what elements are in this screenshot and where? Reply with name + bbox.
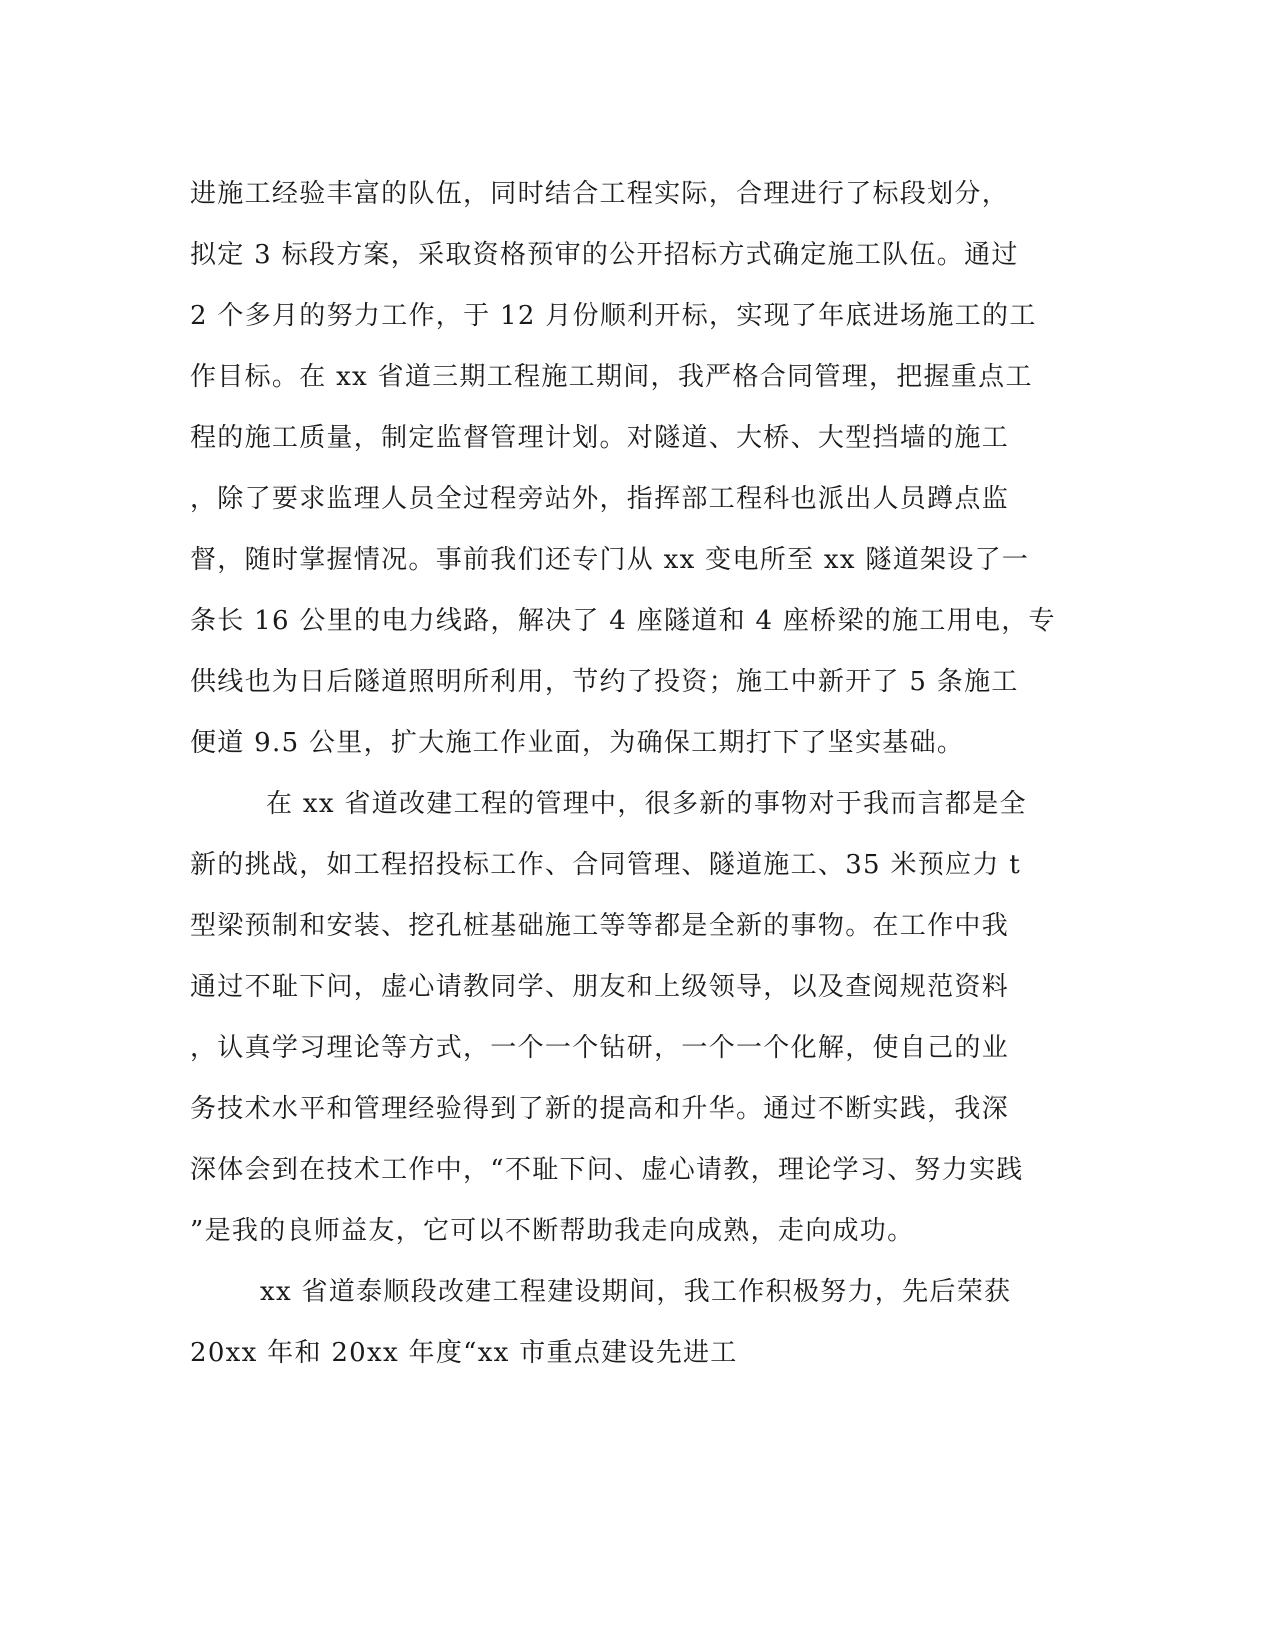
text-line: 型梁预制和安装、挖孔桩基础施工等等都是全新的事物。在工作中我 <box>190 911 1010 941</box>
text-line: ”是我的良师益友，它可以不断帮助我走向成熟，走向成功。 <box>190 1216 915 1246</box>
text-line: 条长 16 公里的电力线路，解决了 4 座隧道和 4 座桥梁的施工用电，专 <box>190 606 1056 636</box>
text-line: 通过不耻下问，虚心请教同学、朋友和上级领导，以及查阅规范资料 <box>190 972 1010 1002</box>
document-body <box>190 164 1090 1384</box>
text-line: ，除了要求监理人员全过程旁站外，指挥部工程科也派出人员蹲点监 <box>190 484 1010 514</box>
text-line: 进施工经验丰富的队伍，同时结合工程实际，合理进行了标段划分， <box>190 179 1010 209</box>
text-line: 20xx 年和 20xx 年度“xx 市重点建设先进工 <box>190 1338 738 1368</box>
paragraph-start-line: 在 xx 省道改建工程的管理中，很多新的事物对于我而言都是全 <box>266 789 1027 819</box>
text-line: 新的挑战，如工程招投标工作、合同管理、隧道施工、35 米预应力 t <box>190 850 1021 880</box>
text-line: 务技术水平和管理经验得到了新的提高和升华。通过不断实践，我深 <box>190 1094 1010 1124</box>
text-line: 2 个多月的努力工作，于 12 月份顺利开标，实现了年底进场施工的工 <box>190 301 1037 331</box>
text-line: 拟定 3 标段方案，采取资格预审的公开招标方式确定施工队伍。通过 <box>190 240 1019 270</box>
text-line: 程的施工质量，制定监督管理计划。对隧道、大桥、大型挡墙的施工 <box>190 423 1010 453</box>
text-line: 督，随时掌握情况。事前我们还专门从 xx 变电所至 xx 隧道架设了一 <box>190 545 1030 575</box>
text-line: 便道 9.5 公里，扩大施工作业面，为确保工期打下了坚实基础。 <box>190 728 965 758</box>
text-line: ，认真学习理论等方式，一个一个钻研，一个一个化解，使自己的业 <box>190 1033 1010 1063</box>
paragraph-start-line: xx 省道泰顺段改建工程建设期间，我工作积极努力，先后荣获 <box>260 1277 1012 1307</box>
text-line: 深体会到在技术工作中，“不耻下问、虚心请教，理论学习、努力实践 <box>190 1155 1024 1185</box>
text-line: 作目标。在 xx 省道三期工程施工期间，我严格合同管理，把握重点工 <box>190 362 1033 392</box>
text-line: 供线也为日后隧道照明所利用，节约了投资；施工中新开了 5 条施工 <box>190 667 1019 697</box>
